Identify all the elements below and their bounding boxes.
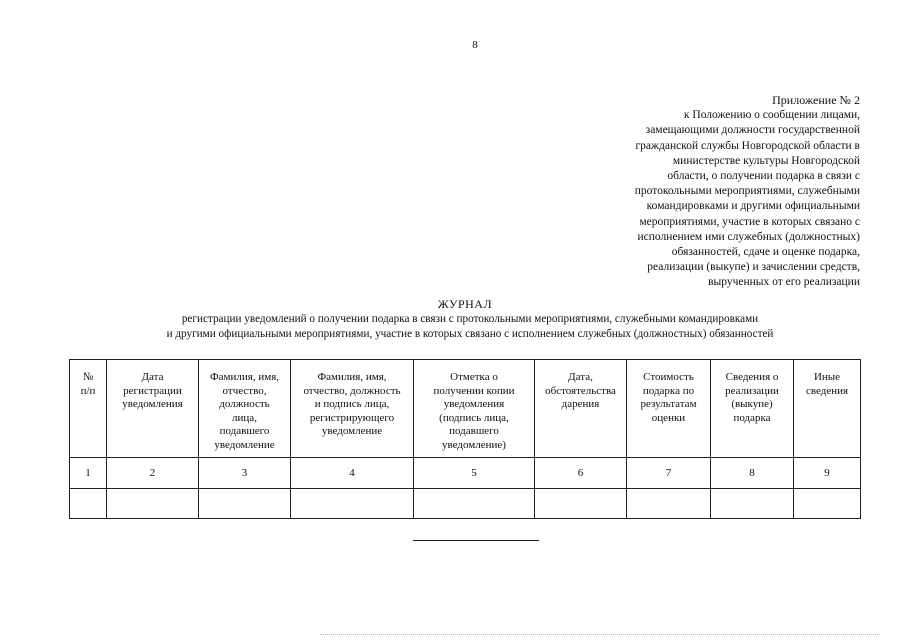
journal-subtitle-line-2: и другими официальными мероприятиями, участие в которых связано с исполнением служебных (должностных) обязанностей [166, 327, 774, 340]
header-cell-other-info: Иные сведения [794, 360, 861, 458]
empty-cell [627, 489, 711, 519]
empty-cell [107, 489, 199, 519]
empty-cell [414, 489, 535, 519]
column-number-cell: 2 [107, 458, 199, 489]
journal-subtitle [100, 312, 840, 341]
appendix-line: обязанностей, сдаче и оценке подарка, [671, 246, 860, 259]
table-header-row [70, 360, 861, 458]
appendix-line: мероприятиями, участие в которых связано с [639, 215, 860, 228]
appendix-line: командировками и другими официальными [646, 200, 860, 213]
scan-edge-artifact [320, 634, 880, 635]
empty-cell [199, 489, 291, 519]
column-number-cell: 3 [199, 458, 291, 489]
appendix-line: реализации (выкупе) и зачислении средств, [647, 261, 860, 274]
column-number-cell: 6 [535, 458, 627, 489]
empty-cell [291, 489, 414, 519]
column-number-cell: 8 [711, 458, 794, 489]
journal-title: ЖУРНАЛ [437, 297, 493, 311]
appendix-line: к Положению о сообщении лицами, [683, 109, 860, 122]
appendix-line: вырученных от его реализации [708, 276, 860, 289]
appendix-title: Приложение № 2 [772, 93, 860, 107]
header-cell-registrar-name: Фамилия, имя, отчество, должность и подпись лица, регистрирующего уведомление [291, 360, 414, 458]
appendix-line: замещающими должности государственной [645, 124, 860, 137]
appendix-block [580, 93, 860, 291]
empty-cell [70, 489, 107, 519]
column-number-row [70, 458, 861, 489]
header-cell-submitter-name: Фамилия, имя, отчество, должность лица, подавшего уведомление [199, 360, 291, 458]
registration-table [69, 359, 861, 519]
appendix-line: гражданской службы Новгородской области в [635, 139, 860, 152]
column-number-cell: 9 [794, 458, 861, 489]
header-cell-number: № п/п [70, 360, 107, 458]
header-cell-registration-date: Дата регистрации уведомления [107, 360, 199, 458]
footer-divider [413, 540, 539, 541]
header-cell-gift-value: Стоимость подарка по результатам оценки [627, 360, 711, 458]
empty-cell [535, 489, 627, 519]
appendix-line: области, о получении подарка в связи с [667, 170, 860, 183]
column-number-cell: 4 [291, 458, 414, 489]
empty-cell [711, 489, 794, 519]
appendix-line: исполнением ими служебных (должностных) [637, 230, 860, 243]
header-cell-copy-receipt-mark: Отметка о получении копии уведомления (подпись лица, подавшего уведомление) [414, 360, 535, 458]
header-cell-gift-date: Дата, обстоятельства дарения [535, 360, 627, 458]
appendix-line: министерстве культуры Новгородской [672, 154, 860, 167]
empty-entry-row [70, 489, 861, 519]
column-number-cell: 7 [627, 458, 711, 489]
column-number-cell: 1 [70, 458, 107, 489]
appendix-line: протокольными мероприятиями, служебными [634, 185, 860, 198]
column-number-cell: 5 [414, 458, 535, 489]
header-cell-sale-info: Сведения о реализации (выкупе) подарка [711, 360, 794, 458]
journal-subtitle-line-1: регистрации уведомлений о получении подарка в связи с протокольными мероприятиями, служебными командировками [181, 313, 759, 325]
page-number: 8 [472, 39, 478, 51]
empty-cell [794, 489, 861, 519]
